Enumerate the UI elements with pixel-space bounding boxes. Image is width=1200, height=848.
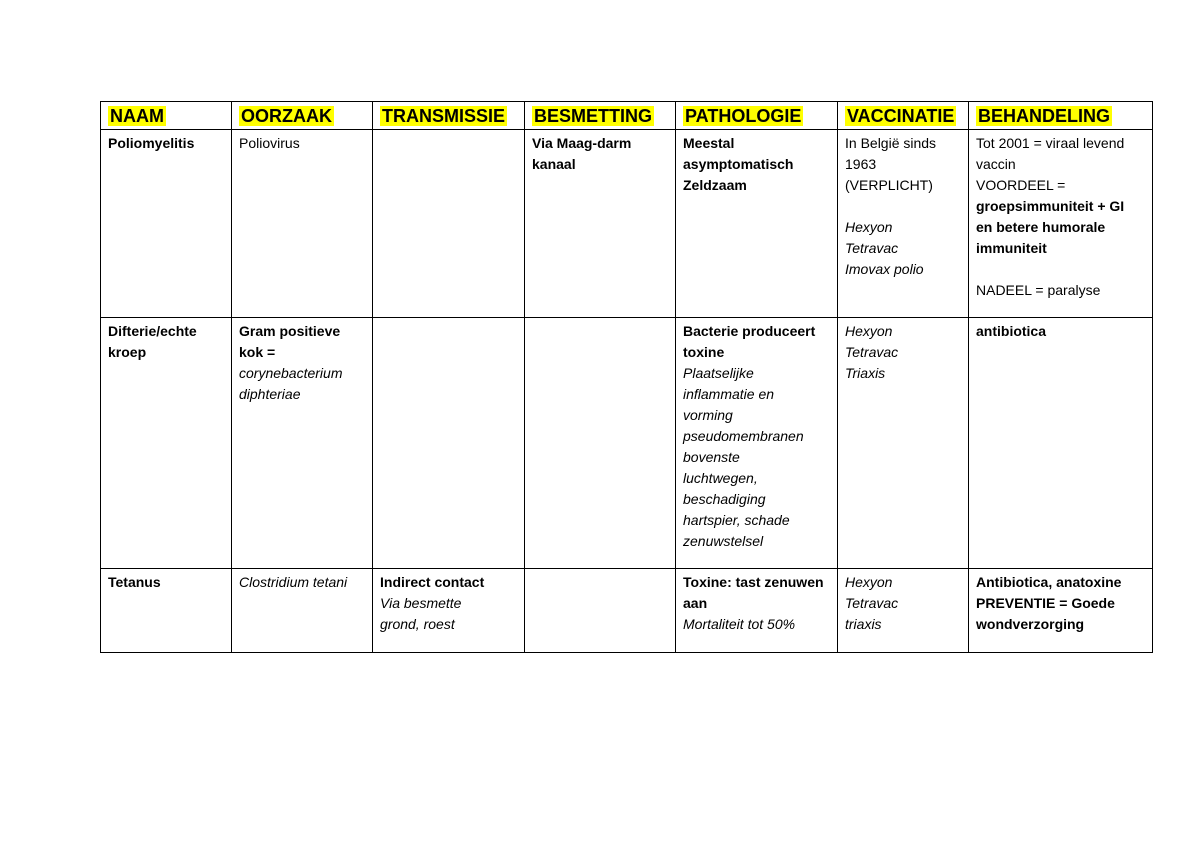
cell-vaccinatie: In België sinds 1963 (VERPLICHT) Hexyon Tetravac Imovax polio: [838, 130, 969, 318]
preventie-line: PREVENTIE = Goede: [976, 595, 1115, 611]
header-besmetting: BESMETTING: [525, 102, 676, 130]
cell-behandeling: antibiotica: [969, 318, 1153, 569]
header-behandeling: BEHANDELING: [969, 102, 1153, 130]
table-row-difterie: [101, 318, 1153, 569]
header-transmissie: TRANSMISSIE: [373, 102, 525, 130]
cell-transmissie: [373, 130, 525, 318]
header-row: [101, 102, 1153, 130]
header-naam: NAAM: [101, 102, 232, 130]
cell-oorzaak: Clostridium tetani: [232, 569, 373, 653]
disease-table: [100, 101, 1153, 653]
cell-pathologie: Meestal asymptomatisch Zeldzaam: [676, 130, 838, 318]
cell-besmetting: Via Maag-darm kanaal: [525, 130, 676, 318]
cell-transmissie: [373, 318, 525, 569]
table-row-poliomyelitis: [101, 130, 1153, 318]
cell-besmetting: [525, 318, 676, 569]
cell-behandeling: Antibiotica, anatoxine PREVENTIE = Goede wondverzorging: [969, 569, 1153, 653]
cell-oorzaak: Gram positieve kok = corynebacterium diphteriae: [232, 318, 373, 569]
cell-naam: Tetanus: [101, 569, 232, 653]
cell-besmetting: [525, 569, 676, 653]
header-pathologie: PATHOLOGIE: [676, 102, 838, 130]
cell-transmissie: Indirect contact Via besmette grond, roest: [373, 569, 525, 653]
cell-naam: Poliomyelitis: [101, 130, 232, 318]
header-oorzaak: OORZAAK: [232, 102, 373, 130]
cell-behandeling: Tot 2001 = viraal levend vaccin VOORDEEL = groepsimmuniteit + GI en betere humorale immuniteit NADEEL = paralyse: [969, 130, 1153, 318]
cell-oorzaak: Poliovirus: [232, 130, 373, 318]
header-vaccinatie: VACCINATIE: [838, 102, 969, 130]
cell-pathologie: Toxine: tast zenuwen aan Mortaliteit tot 50%: [676, 569, 838, 653]
table-row-tetanus: [101, 569, 1153, 653]
cell-vaccinatie: Hexyon Tetravac Triaxis: [838, 318, 969, 569]
cell-pathologie: Bacterie produceert toxine Plaatselijke inflammatie en vorming pseudomembranen bovenste luchtwegen, beschadiging hartspier, schade zenuwstelsel: [676, 318, 838, 569]
cell-naam: Difterie/echte kroep: [101, 318, 232, 569]
cell-vaccinatie: Hexyon Tetravac triaxis: [838, 569, 969, 653]
